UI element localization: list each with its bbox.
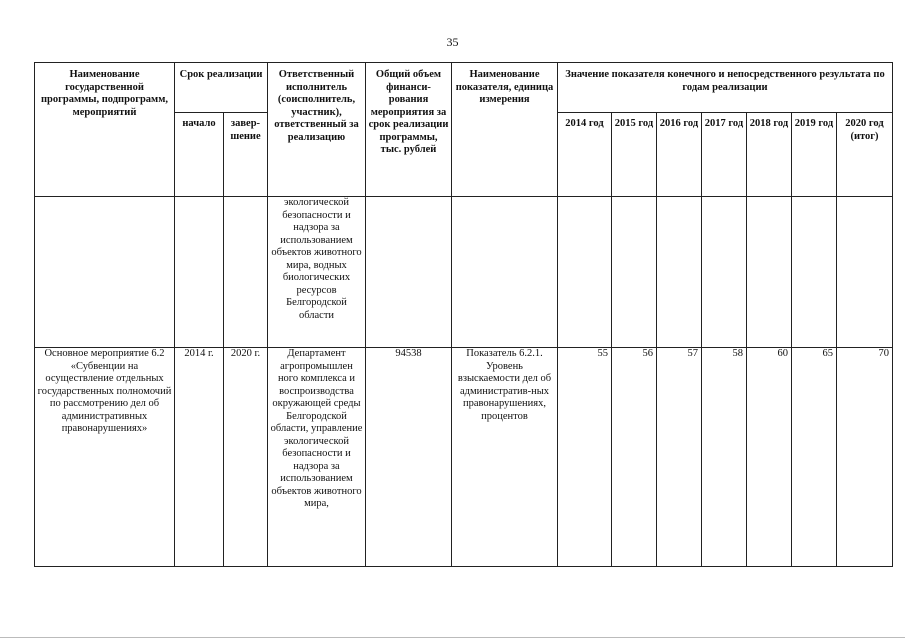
header-values: Значение показателя конечного и непосредственного результата по годам реализации <box>558 63 893 113</box>
row-responsible: экологической безопасности и надзора за использованием объектов животного мира, водных биологических ресурсов Белгородской области <box>268 197 366 348</box>
row-value-2017: 58 <box>702 348 747 567</box>
row-value-2019 <box>792 197 837 348</box>
header-total-funding: Общий объем финанси-рования мероприятия за срок реализации программы, тыс. рублей <box>366 63 452 197</box>
row-total <box>366 197 452 348</box>
table-row <box>35 197 893 348</box>
header-year-2015: 2015 год <box>612 113 657 197</box>
row-value-2015: 56 <box>612 348 657 567</box>
header-name: Наименование государственной программы, подпрограмм, мероприятий <box>35 63 175 197</box>
row-indicator <box>452 197 558 348</box>
row-value-2020: 70 <box>837 348 893 567</box>
row-start <box>175 197 224 348</box>
page-number: 35 <box>446 35 459 49</box>
row-name: Основное мероприятие 6.2 «Субвенции на осуществление отдельных государственных полномочий по рассмотрению дел об административных правонарушениях» <box>35 348 175 567</box>
row-value-2014 <box>558 197 612 348</box>
row-value-2014: 55 <box>558 348 612 567</box>
row-value-2019: 65 <box>792 348 837 567</box>
row-value-2020 <box>837 197 893 348</box>
header-end: завер-шение <box>224 113 268 197</box>
header-indicator: Наименование показателя, единица измерения <box>452 63 558 197</box>
row-end <box>224 197 268 348</box>
header-term: Срок реализации <box>175 63 268 113</box>
program-table <box>34 62 893 567</box>
row-start: 2014 г. <box>175 348 224 567</box>
row-indicator: Показатель 6.2.1. Уровень взыскаемости дел об административ-ных правонарушениях, процентов <box>452 348 558 567</box>
header-responsible: Ответственный исполнитель (соисполнитель, участник), ответственный за реализацию <box>268 63 366 197</box>
row-responsible: Департамент агропромышлен ного комплекса и воспроизводства окружающей среды Белгородской области, управление экологической безопасности и надзора за использованием объектов животного мира, <box>268 348 366 567</box>
row-value-2015 <box>612 197 657 348</box>
row-value-2018 <box>747 197 792 348</box>
scan-edge-line <box>0 637 905 638</box>
header-year-2019: 2019 год <box>792 113 837 197</box>
row-value-2016 <box>657 197 702 348</box>
row-end: 2020 г. <box>224 348 268 567</box>
row-value-2018: 60 <box>747 348 792 567</box>
header-year-2016: 2016 год <box>657 113 702 197</box>
row-value-2017 <box>702 197 747 348</box>
header-start: начало <box>175 113 224 197</box>
header-year-2014: 2014 год <box>558 113 612 197</box>
row-total: 94538 <box>366 348 452 567</box>
row-name <box>35 197 175 348</box>
header-year-2018: 2018 год <box>747 113 792 197</box>
table-row <box>35 348 893 567</box>
header-year-2020: 2020 год (итог) <box>837 113 893 197</box>
header-year-2017: 2017 год <box>702 113 747 197</box>
row-value-2016: 57 <box>657 348 702 567</box>
